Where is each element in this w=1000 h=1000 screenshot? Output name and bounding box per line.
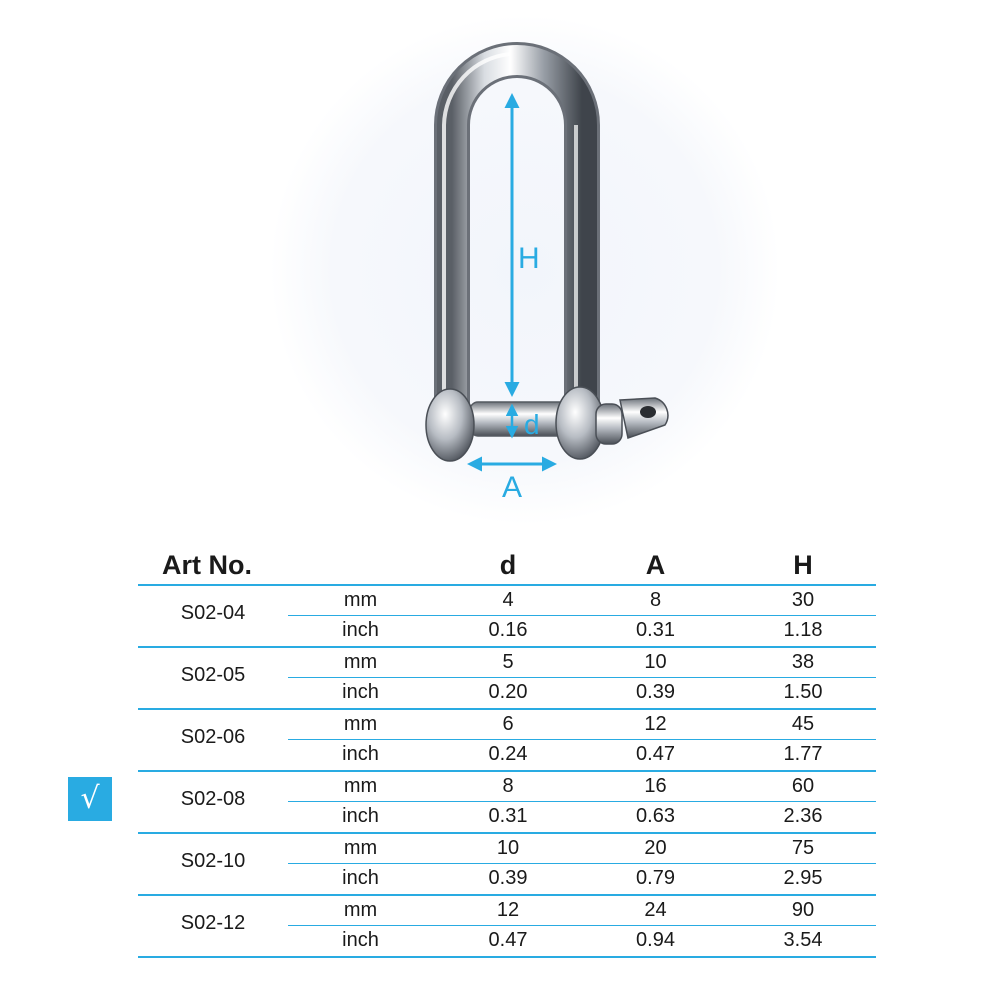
a-value: 16 [644, 775, 667, 797]
unit-label: mm [343, 713, 378, 735]
unit-label: inch [342, 681, 379, 703]
a-value: 24 [644, 899, 667, 921]
a-value: 0.94 [636, 929, 675, 951]
inch-row [138, 864, 876, 894]
unit-label: inch [342, 867, 379, 889]
inch-row [138, 616, 876, 646]
table-row-group [138, 834, 876, 896]
table-row-group [138, 648, 876, 710]
table-header [138, 548, 876, 586]
mm-row [138, 834, 876, 864]
a-value: 0.39 [636, 681, 675, 703]
art-number: S02-12 [180, 912, 246, 934]
d-value: 0.20 [488, 681, 528, 703]
label-d: d [524, 409, 540, 440]
d-value: 0.24 [488, 743, 528, 765]
d-value: 5 [502, 651, 514, 673]
a-value: 12 [644, 713, 667, 735]
art-number: S02-10 [180, 850, 246, 872]
inch-row [138, 802, 876, 832]
mm-row [138, 648, 876, 678]
d-value: 10 [496, 837, 520, 859]
d-value: 0.39 [488, 867, 528, 889]
h-value: 3.54 [783, 929, 823, 951]
art-number: S02-05 [180, 664, 246, 686]
table-row-group [138, 772, 876, 834]
spec-table [138, 548, 876, 958]
unit-label: inch [342, 619, 379, 641]
h-value: 45 [791, 713, 815, 735]
a-value: 8 [649, 589, 662, 611]
unit-label: mm [343, 589, 378, 611]
art-number: S02-06 [180, 726, 246, 748]
label-h: H [518, 242, 540, 275]
d-value: 0.16 [488, 619, 528, 641]
h-value: 75 [791, 837, 815, 859]
unit-label: inch [342, 743, 379, 765]
d-value: 6 [502, 713, 514, 735]
inch-row [138, 926, 876, 956]
h-value: 2.95 [783, 867, 823, 889]
art-number: S02-08 [180, 788, 246, 810]
table-row-group [138, 710, 876, 772]
h-value: 2.36 [783, 805, 823, 827]
unit-label: mm [343, 899, 378, 921]
inch-row [138, 678, 876, 708]
header-h: H [793, 550, 813, 580]
unit-label: mm [343, 775, 378, 797]
unit-label: inch [342, 805, 379, 827]
unit-label: mm [343, 837, 378, 859]
label-a: A [502, 471, 523, 504]
h-value: 38 [791, 651, 815, 673]
mm-row [138, 772, 876, 802]
header-d: d [499, 550, 517, 580]
art-number: S02-04 [180, 602, 246, 624]
a-value: 10 [644, 651, 667, 673]
mm-row [138, 710, 876, 740]
h-value: 90 [791, 899, 815, 921]
a-value: 20 [644, 837, 667, 859]
a-value: 0.47 [636, 743, 675, 765]
h-value: 1.18 [783, 619, 823, 641]
h-value: 1.77 [783, 743, 823, 765]
mm-row [138, 896, 876, 926]
h-value: 30 [791, 589, 815, 611]
header-art-no: Art No. [162, 550, 252, 580]
d-value: 4 [502, 589, 514, 611]
table-body [138, 586, 876, 958]
a-value: 0.31 [636, 619, 675, 641]
table-row-group [138, 896, 876, 958]
unit-label: mm [343, 651, 378, 673]
h-value: 1.50 [783, 681, 823, 703]
d-value: 0.47 [488, 929, 528, 951]
h-value: 60 [791, 775, 815, 797]
header-a: A [645, 550, 666, 580]
d-value: 12 [496, 899, 520, 921]
unit-label: inch [342, 929, 379, 951]
inch-row [138, 740, 876, 770]
table-row-group [138, 586, 876, 648]
d-value: 0.31 [488, 805, 528, 827]
a-value: 0.79 [636, 867, 675, 889]
selected-check-icon: √ [68, 777, 112, 821]
mm-row [138, 586, 876, 616]
a-value: 0.63 [636, 805, 675, 827]
d-value: 8 [502, 775, 514, 797]
